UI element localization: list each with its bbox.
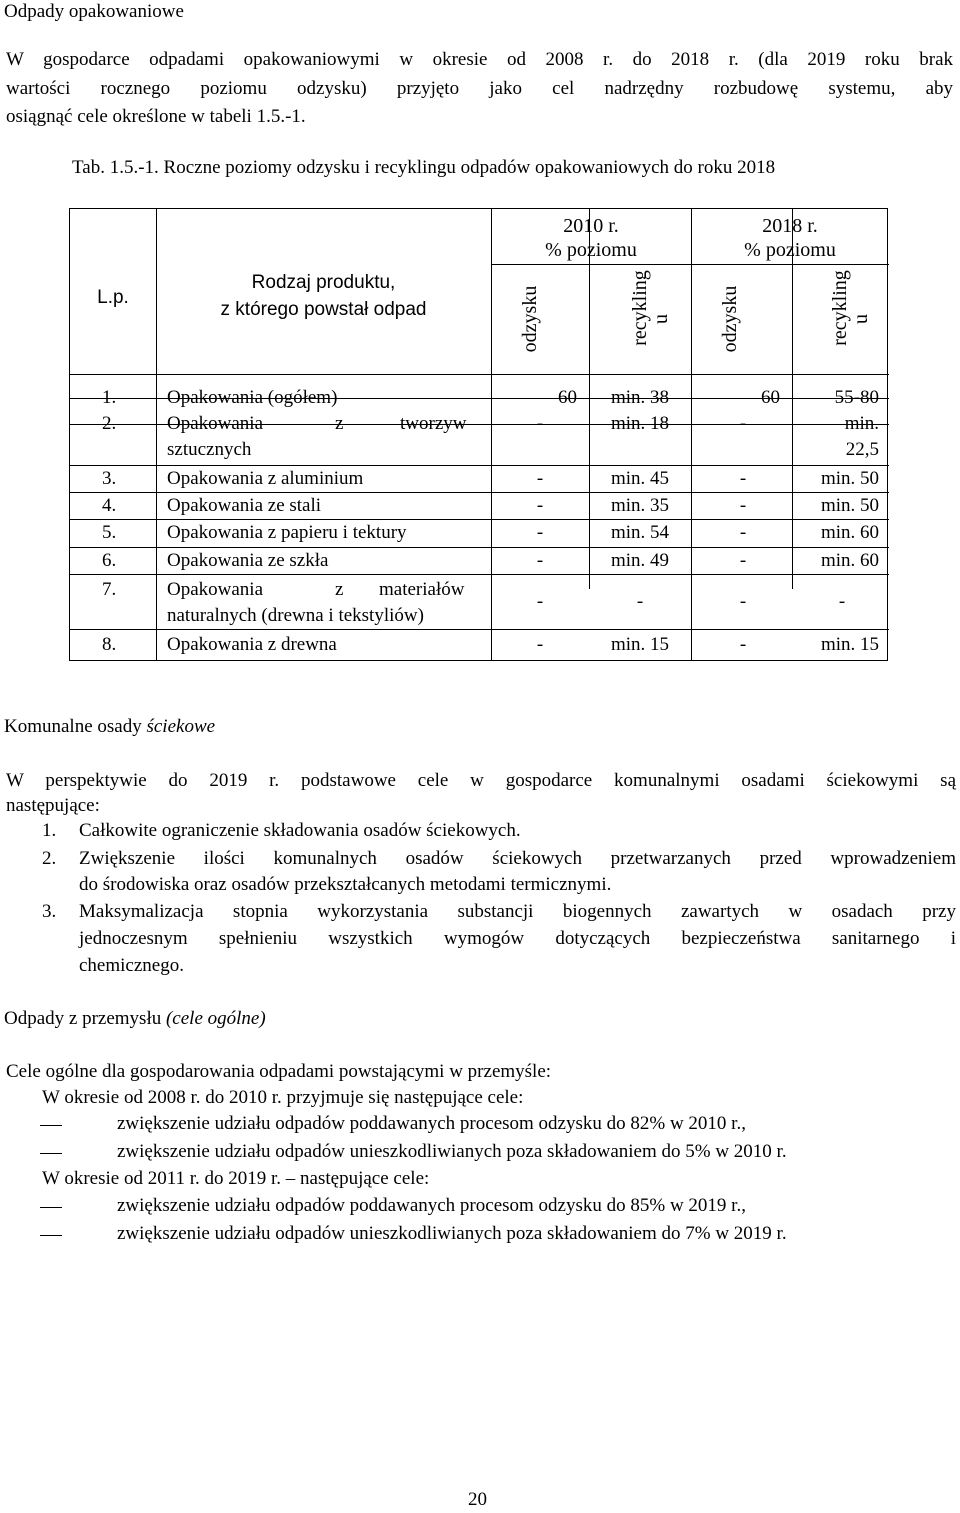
cell-recykling-2018-line2: 22,5: [845, 439, 879, 460]
section-title-part: Odpady z przemysłu: [4, 1008, 166, 1029]
paragraph-line: następujące:: [6, 795, 100, 816]
section-title-part: ściekowe: [146, 716, 216, 737]
row-product-word: materiałów: [379, 579, 465, 600]
list-number: 2.: [42, 848, 57, 869]
cell-odzysk-2018: -: [739, 413, 747, 434]
section-title-sewage: [4, 715, 215, 739]
row-number: 1.: [102, 387, 117, 408]
row-product: Opakowania: [167, 413, 264, 434]
row-product-word: z: [335, 579, 344, 600]
row-number: 6.: [102, 550, 117, 571]
section-title-industry: [4, 1007, 266, 1031]
cell-recykling-2018: min. 60: [820, 550, 879, 571]
cell-odzysk-2018: -: [739, 468, 747, 489]
row-product-word: tworzyw: [400, 413, 467, 434]
header-recykling-2018-suffix: u: [850, 314, 872, 324]
paragraph-line: W perspektywie do 2019 r. podstawowe cele w gospodarce komunalnymi osadami ściekowymi są: [6, 770, 956, 791]
cell-odzysk-2010: -: [536, 550, 544, 571]
list-item: zwiększenie udziału odpadów poddawanych procesom odzysku do 85% w 2019 r.,: [117, 1195, 746, 1216]
paragraph-line: osiągnąć cele określone w tabeli 1.5.-1.: [6, 106, 306, 127]
cell-odzysk-2018: -: [739, 522, 747, 543]
header-recykling-2010-suffix: u: [650, 314, 672, 324]
section-title-part: Komunalne osady: [4, 716, 147, 737]
cell-recykling-2010: min. 45: [610, 468, 670, 489]
header-product: Rodzaj produktu,: [251, 272, 396, 293]
header-recykling-2010: recykling: [629, 270, 651, 346]
row-product: Opakowania z papieru i tektury: [167, 522, 407, 543]
cell-recykling-2018: min. 50: [820, 468, 879, 489]
list-item: zwiększenie udziału odpadów unieszkodliwianych poza składowaniem do 7% w 2019 r.: [117, 1223, 787, 1244]
header-year-2018: 2018 r.: [762, 215, 818, 237]
row-product-line2: naturalnych (drewna i tekstyliów): [167, 605, 424, 626]
cell-recykling-2010: min. 54: [610, 522, 670, 543]
row-number: 5.: [102, 522, 117, 543]
paragraph-line: W gospodarce odpadami opakowaniowymi w okresie od 2008 r. do 2018 r. (dla 2019 roku brak: [6, 49, 953, 70]
list-item-cont: do środowiska oraz osadów przekształcanych metodami termicznymi.: [79, 874, 612, 895]
row-number: 2.: [102, 413, 117, 434]
recovery-table: [69, 208, 888, 661]
header-year-2010: 2010 r.: [563, 215, 619, 237]
row-product-line2: sztucznych: [167, 439, 252, 460]
cell-odzysk-2018: -: [739, 550, 747, 571]
section-title-packaging: Odpady opakowaniowe: [4, 1, 184, 22]
cell-recykling-2010: min. 49: [610, 550, 670, 571]
period-heading: W okresie od 2011 r. do 2019 r. – następujące cele:: [42, 1168, 430, 1189]
row-product: Opakowania z drewna: [167, 634, 337, 655]
row-product: Opakowania (ogółem): [167, 387, 338, 408]
header-odzysku-2010: odzysku: [519, 285, 541, 353]
cell-odzysk-2010: -: [536, 522, 544, 543]
dash-bullet: [40, 1235, 62, 1236]
row-product-word: z: [335, 413, 344, 434]
cell-recykling-2018: min.: [844, 413, 879, 434]
page-number: 20: [468, 1489, 487, 1510]
table-caption: Tab. 1.5.-1. Roczne poziomy odzysku i recyklingu odpadów opakowaniowych do roku 2018: [72, 157, 776, 178]
list-item-cont: jednoczesnym spełnieniu wszystkich wymogów dotyczących bezpieczeństwa sanitarnego i: [79, 928, 956, 949]
cell-recykling-2010: min. 35: [610, 495, 670, 516]
paragraph-line: wartości rocznego poziomu odzysku) przyjęto jako cel nadrzędny rozbudowę systemu, aby: [6, 78, 953, 99]
cell-recykling-2010: min. 18: [610, 413, 670, 434]
header-recykling-2018: recykling: [829, 270, 851, 346]
list-number: 3.: [42, 901, 57, 922]
list-item: zwiększenie udziału odpadów unieszkodliwianych poza składowaniem do 5% w 2010 r.: [117, 1141, 787, 1162]
dash-bullet: [40, 1207, 62, 1208]
header-level-2018: % poziomu: [744, 239, 836, 261]
cell-odzysk-2010: -: [536, 495, 544, 516]
row-product: Opakowania: [167, 579, 264, 600]
cell-recykling-2010: min. 15: [610, 634, 670, 655]
row-product: Opakowania z aluminium: [167, 468, 364, 489]
header-lp: L.p.: [97, 287, 129, 308]
row-number: 4.: [102, 495, 117, 516]
row-product: Opakowania ze stali: [167, 495, 322, 516]
row-number: 8.: [102, 634, 117, 655]
cell-recykling-2018: -: [838, 591, 846, 612]
cell-recykling-2018: min. 15: [820, 634, 879, 655]
dash-bullet: [40, 1153, 62, 1154]
period-heading: W okresie od 2008 r. do 2010 r. przyjmuje się następujące cele:: [42, 1087, 524, 1108]
list-item: zwiększenie udziału odpadów poddawanych procesom odzysku do 82% w 2010 r.,: [117, 1113, 746, 1134]
cell-recykling-2018: 55-80: [834, 387, 879, 408]
cell-recykling-2018: min. 50: [820, 495, 879, 516]
cell-odzysk-2018: -: [739, 634, 747, 655]
header-odzysku-2018: odzysku: [719, 285, 741, 353]
section-title-part: (cele ogólne): [165, 1008, 266, 1029]
cell-recykling-2010: min. 38: [610, 387, 670, 408]
cell-odzysk-2010: -: [536, 468, 544, 489]
cell-odzysk-2010: 60: [558, 387, 577, 408]
list-number: 1.: [42, 820, 57, 841]
cell-recykling-2010: -: [636, 591, 644, 612]
header-product-2: z którego powstał odpad: [220, 299, 427, 320]
list-item: Całkowite ograniczenie składowania osadów ściekowych.: [79, 820, 521, 841]
row-product: Opakowania ze szkła: [167, 550, 329, 571]
list-item: Maksymalizacja stopnia wykorzystania substancji biogennych zawartych w osadach przy: [79, 901, 956, 922]
cell-odzysk-2018: 60: [761, 387, 780, 408]
list-item-cont: chemicznego.: [79, 955, 184, 976]
dash-bullet: [40, 1125, 62, 1126]
cell-odzysk-2018: -: [739, 495, 747, 516]
row-number: 7.: [102, 579, 117, 600]
cell-odzysk-2010: -: [536, 634, 544, 655]
cell-odzysk-2010: -: [536, 413, 544, 434]
row-number: 3.: [102, 468, 117, 489]
cell-recykling-2018: min. 60: [820, 522, 879, 543]
header-level-2010: % poziomu: [545, 239, 637, 261]
cell-odzysk-2018: -: [739, 591, 747, 612]
paragraph-line: Cele ogólne dla gospodarowania odpadami powstającymi w przemyśle:: [6, 1061, 552, 1082]
list-item: Zwiększenie ilości komunalnych osadów ściekowych przetwarzanych przed wprowadzeniem: [79, 848, 956, 869]
cell-odzysk-2010: -: [536, 591, 544, 612]
